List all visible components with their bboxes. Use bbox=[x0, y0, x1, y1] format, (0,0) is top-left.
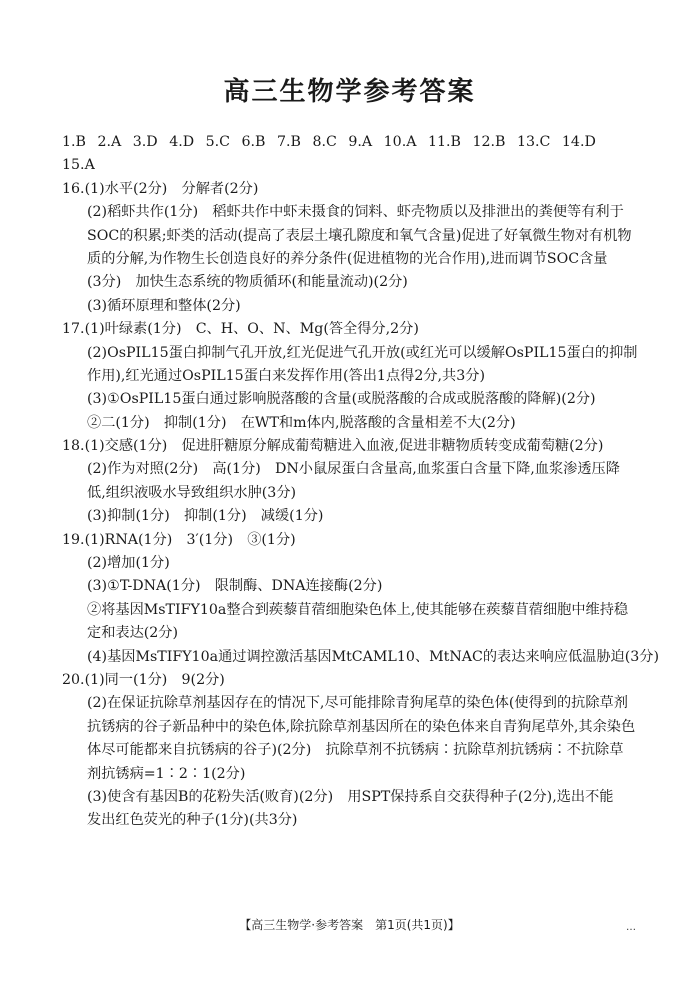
q18-line: 低,组织液吸水导致组织水肿(3分) bbox=[87, 484, 297, 501]
mc-answer-7: 7.B bbox=[276, 134, 301, 150]
mc-answer-14: 14.D bbox=[561, 134, 596, 150]
mc-answer-1: 1.B bbox=[62, 134, 86, 150]
question-20 bbox=[62, 669, 642, 833]
q18-line: 18.(1)交感(1分) 促进肝糖原分解成葡萄糖进入血液,促进非糖物质转变成葡萄糖(2分) bbox=[62, 438, 604, 455]
q19-line: (4)基因MsTIFY10a通过调控激活基因MtCAML10、MtNAC的表达来响应低温胁迫(3分) bbox=[87, 648, 659, 665]
q20-line: (2)在保证抗除草剂基因存在的情况下,尽可能排除青狗尾草的染色体(使得到的抗除草剂 bbox=[87, 695, 628, 712]
q20-line: 20.(1)同一(1分) 9(2分) bbox=[62, 671, 225, 688]
q20-line: 剂抗锈病=1∶2∶1(2分) bbox=[87, 765, 246, 782]
q18-line: (2)作为对照(2分) 高(1分) DN小鼠尿蛋白含量高,血浆蛋白含量下降,血浆渗透压降 bbox=[87, 461, 620, 478]
q16-line: 质的分解,为作物生长创造良好的养分条件(促进植物的光合作用),进而调节SOC含量 bbox=[87, 250, 608, 267]
q20-line: 体尽可能都来自抗锈病的谷子)(2分) 抗除草剂不抗锈病∶抗除草剂抗锈病∶不抗除草 bbox=[87, 742, 624, 759]
mc-answer-12: 12.B bbox=[472, 134, 506, 150]
question-16 bbox=[62, 178, 642, 318]
answer-content bbox=[62, 131, 659, 833]
q19-line: (3)①T-DNA(1分) 限制酶、DNA连接酶(2分) bbox=[87, 578, 383, 595]
q17-line: 17.(1)叶绿素(1分) C、H、O、N、Mg(答全得分,2分) bbox=[62, 321, 419, 338]
mc-answer-11: 11.B bbox=[427, 134, 461, 150]
q16-line: (3分) 加快生态系统的物质循环(和能量流动)(2分) bbox=[87, 274, 408, 291]
mc-answer-10: 10.A bbox=[383, 134, 417, 150]
page-title: 高三生物学参考答案 bbox=[223, 77, 476, 107]
q17-line: (2)OsPIL15蛋白抑制气孔开放,红光促进气孔开放(或红光可以缓解OsPIL15蛋白的抑制 bbox=[87, 344, 638, 361]
q18-line: (3)抑制(1分) 抑制(1分) 减缓(1分) bbox=[87, 508, 324, 525]
q17-line: (3)①OsPIL15蛋白通过影响脱落酸的含量(或脱落酸的合成或脱落酸的降解)(2分) bbox=[87, 391, 596, 408]
q19-line: 定和表达(2分) bbox=[87, 625, 179, 642]
mc-answer-3: 3.D bbox=[132, 134, 158, 150]
q16-line: 16.(1)水平(2分) 分解者(2分) bbox=[62, 180, 259, 197]
q20-line: (3)使含有基因B的花粉失活(败育)(2分) 用SPT保持系自交获得种子(2分),选出不能 bbox=[87, 788, 614, 805]
mc-answer-4: 4.D bbox=[169, 134, 195, 150]
q16-line: (2)稻虾共作(1分) 稻虾共作中虾未摄食的饲料、虾壳物质以及排泄出的粪便等有利于 bbox=[87, 204, 624, 221]
q19-line: 19.(1)RNA(1分) 3′(1分) ③(1分) bbox=[62, 531, 296, 548]
question-19 bbox=[62, 529, 659, 669]
mc-answer-2: 2.A bbox=[97, 134, 122, 150]
q19-line: ②将基因MsTIFY10a整合到蒺藜苜蓿细胞染色体上,使其能够在蒺藜苜蓿细胞中维持稳 bbox=[87, 601, 629, 618]
q17-line: 作用),红光通过OsPIL15蛋白来发挥作用(答出1点得2分,共3分) bbox=[87, 367, 485, 384]
question-18 bbox=[62, 435, 642, 529]
q16-line: SOC的积累;虾类的活动(提高了表层土壤孔隙度和氧气含量)促进了好氧微生物对有机物 bbox=[87, 227, 632, 244]
footer-mark: … bbox=[626, 922, 636, 933]
mc-answer-8: 8.C bbox=[312, 134, 337, 150]
mc-answer-9: 9.A bbox=[348, 134, 373, 150]
q19-line: (2)增加(1分) bbox=[87, 555, 170, 572]
mc-answer-15: 15.A bbox=[62, 157, 95, 174]
multiple-choice-row bbox=[62, 131, 642, 154]
q20-line: 抗锈病的谷子新品种中的染色体,除抗除草剂基因所在的染色体来自青狗尾草外,其余染色 bbox=[87, 718, 636, 735]
mc-answer-13: 13.C bbox=[516, 134, 551, 150]
q16-line: (3)循环原理和整体(2分) bbox=[87, 297, 241, 314]
mc-answer-5: 5.C bbox=[205, 134, 231, 150]
mc-answer-6: 6.B bbox=[241, 134, 266, 150]
q17-line: ②二(1分) 抑制(1分) 在WT和m体内,脱落酸的含量相差不大(2分) bbox=[87, 414, 516, 431]
page-footer: 【高三生物学·参考答案 第1页(共1页)】 bbox=[239, 918, 460, 932]
question-17 bbox=[62, 318, 642, 435]
q20-line: 发出红色荧光的种子(1分)(共3分) bbox=[87, 812, 298, 829]
